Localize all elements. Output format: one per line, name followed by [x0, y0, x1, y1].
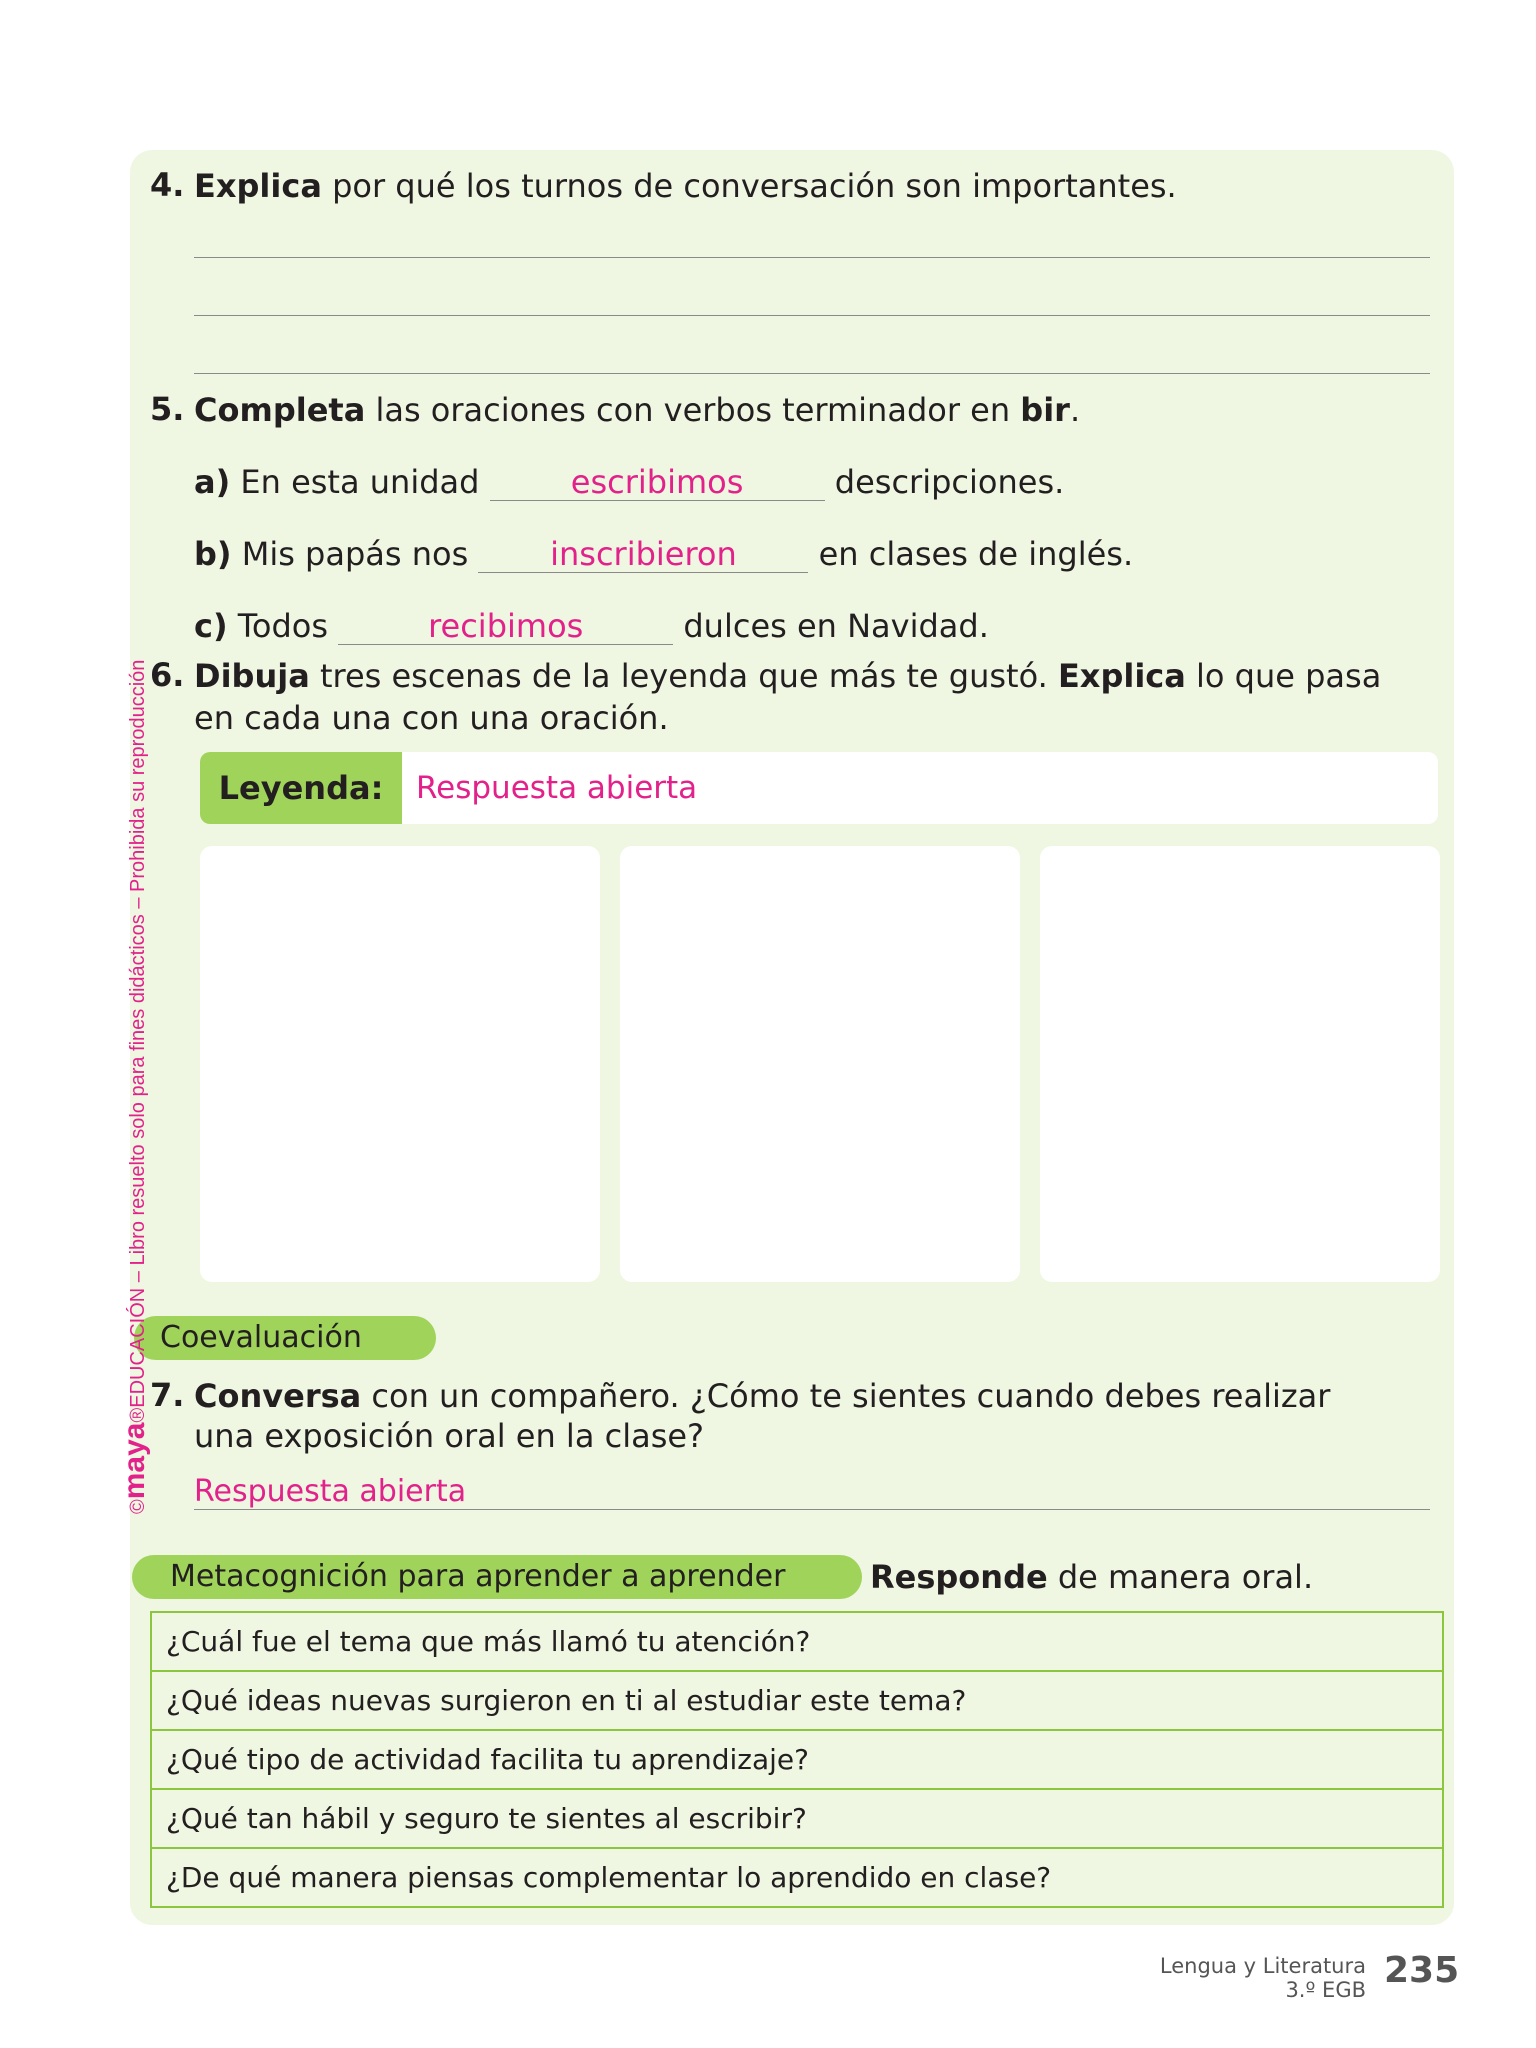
metacognicion-table [150, 1611, 1444, 1908]
metacognicion-badge: Metacognición para aprender a aprender [132, 1555, 862, 1599]
q5-item-c [194, 606, 989, 646]
q7-verb: Conversa [194, 1377, 362, 1415]
metacognicion-instruction [870, 1557, 1313, 1597]
q4-verb: Explica [194, 167, 322, 205]
drawing-box-1[interactable] [200, 846, 600, 1282]
q5-item-c-after: dulces en Navidad. [673, 607, 989, 645]
q4-text: por qué los turnos de conversación son importantes. [321, 167, 1177, 205]
q4-prompt [194, 166, 1177, 206]
metacognicion-question: ¿Qué tipo de actividad facilita tu aprendizaje? [152, 1729, 1442, 1788]
q5-item-a-letter: a) [194, 463, 231, 501]
q6-verb-1: Dibuja [194, 657, 310, 695]
footer-grade: 3.º EGB [1285, 1978, 1366, 2002]
drawing-box-3[interactable] [1040, 846, 1440, 1282]
metacognicion-text: de manera oral. [1047, 1558, 1314, 1596]
q5-item-c-before: Todos [237, 607, 339, 645]
q5-text: las oraciones con verbos terminador en [365, 391, 1021, 429]
q7-prompt [194, 1376, 1330, 1416]
q6-prompt [194, 656, 1381, 696]
copyright-side-note [118, 660, 152, 1514]
q7-answer-line[interactable] [194, 1509, 1430, 1510]
q5-item-b-after: en clases de inglés. [808, 535, 1134, 573]
q4-answer-line-3[interactable] [194, 373, 1430, 374]
q5-item-b-before: Mis papás nos [241, 535, 479, 573]
q5-item-a [194, 462, 1064, 502]
q5-item-b [194, 534, 1133, 574]
q4-answer-line-2[interactable] [194, 315, 1430, 316]
q5-item-b-answer[interactable]: inscribieron [478, 536, 808, 573]
leyenda-label: Leyenda: [200, 752, 402, 824]
q7-answer: Respuesta abierta [194, 1474, 467, 1509]
q6-text-2: lo que pasa [1185, 657, 1382, 695]
metacognicion-verb: Responde [870, 1558, 1048, 1596]
leyenda-field[interactable] [200, 752, 1438, 824]
page-number: 235 [1384, 1950, 1460, 1991]
copyright-symbol: © [127, 1499, 149, 1514]
q5-item-b-letter: b) [194, 535, 232, 573]
q7-number: 7. [150, 1376, 185, 1414]
q5-item-c-answer[interactable]: recibimos [338, 608, 673, 645]
metacognicion-question: ¿Qué ideas nuevas surgieron en ti al estudiar este tema? [152, 1670, 1442, 1729]
q5-item-a-after: descripciones. [824, 463, 1065, 501]
q7-text: con un compañero. ¿Cómo te sientes cuando debes realizar [361, 1377, 1331, 1415]
q5-suffix: bir [1020, 391, 1070, 429]
coevaluacion-badge: Coevaluación [134, 1316, 436, 1360]
q5-number: 5. [150, 390, 185, 428]
q5-prompt [194, 390, 1080, 430]
q6-verb-2: Explica [1057, 657, 1186, 695]
registered-symbol: ® [127, 1407, 149, 1423]
q5-item-c-letter: c) [194, 607, 228, 645]
q4-number: 4. [150, 166, 185, 204]
q5-item-a-answer[interactable]: escribimos [490, 464, 825, 501]
q5-period: . [1069, 391, 1081, 429]
q6-prompt-line-2: en cada una con una oración. [194, 699, 669, 737]
metacognicion-question: ¿De qué manera piensas complementar lo aprendido en clase? [152, 1847, 1442, 1906]
metacognicion-question: ¿Qué tan hábil y seguro te sientes al escribir? [152, 1788, 1442, 1847]
leyenda-answer: Respuesta abierta [416, 770, 698, 806]
q5-item-a-before: En esta unidad [240, 463, 490, 501]
copyright-text: EDUCACIÓN – Libro resuelto solo para fines didácticos – Prohibida su reproducción [127, 659, 149, 1408]
maya-logo: maya [118, 1422, 151, 1500]
q4-answer-line-1[interactable] [194, 257, 1430, 258]
q6-number: 6. [150, 656, 185, 694]
q5-verb: Completa [194, 391, 366, 429]
drawing-box-2[interactable] [620, 846, 1020, 1282]
footer-subject: Lengua y Literatura [1159, 1954, 1366, 1978]
q7-prompt-line-2: una exposición oral en la clase? [194, 1417, 705, 1455]
q6-text-1: tres escenas de la leyenda que más te gustó. [309, 657, 1058, 695]
metacognicion-question: ¿Cuál fue el tema que más llamó tu atención? [166, 1625, 811, 1658]
